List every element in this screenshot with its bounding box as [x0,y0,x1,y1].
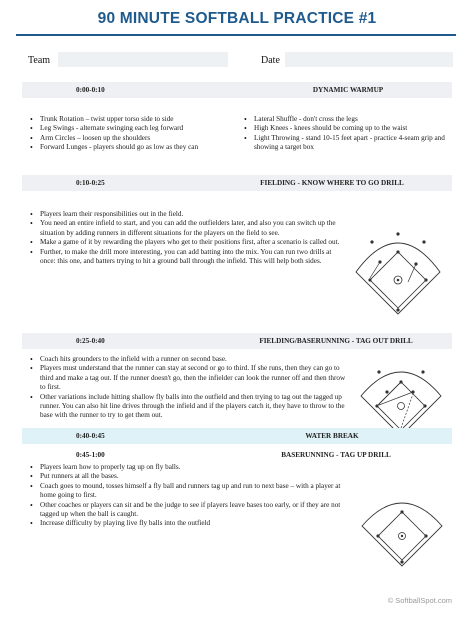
list-item: • Other variations include hitting shallow fly balls into the outfield and then trying to tag out the tagged up runner. You can also hit line drives through the infield and if the players catch it, they have to throw to the base with the runner to try to get them out. [28,393,346,421]
warmup-right-list [242,115,447,153]
list-item: • Coach goes to mound, tosses himself a fly ball and runners tag up and run to next base – with a player at home going to first. [28,482,350,501]
team-field[interactable] [58,52,228,67]
list-item: • Players learn how to properly tag up on fly balls. [28,463,350,472]
team-label: Team [28,55,51,66]
section-time: 0:45-1:00 [76,451,105,459]
field-diagram-fielding [350,220,446,318]
warmup-left-list [28,115,233,153]
section-time: 0:40-0:45 [76,432,105,440]
list-item: • Players must understand that the runner can stay at second or go to third. If she runs, then they can go to third and make a tag out. If the runner doesn't go, then the infielder can look the runner off and then throw to first. [28,364,346,392]
tag-up-list [28,463,350,529]
page-title: 90 MINUTE SOFTBALL PRACTICE #1 [97,10,377,27]
date-field[interactable] [285,52,453,67]
list-item: • Coach hits grounders to the infield with a runner on second base. [28,355,346,364]
list-item: • Light Throwing - stand 10-15 feet apart - practice 4-seam grip and showing a target box [242,134,447,153]
list-item: • Trunk Rotation – twist upper torso side to side [28,115,233,124]
tag-out-list [28,355,346,421]
list-item: • You need an entire infield to start, and you can add the outfielders later, and also you can switch up the situation by adding runners in different situations for the players on the field to see. [28,219,340,238]
title-divider [16,34,456,36]
footer-credit: © SoftballSpot.com [387,596,452,605]
section-header-tag-up [22,448,452,461]
section-header-fielding [22,175,452,191]
date-label: Date [261,55,280,66]
field-diagram-tag-out [355,352,447,440]
section-header-water-break [22,428,452,444]
field-diagram-tag-up [356,484,448,570]
section-title: FIELDING/BASERUNNING - TAG OUT DRILL [259,336,413,345]
section-title: BASERUNNING - TAG UP DRILL [281,450,391,459]
list-item: • Other coaches or players can sit and be the judge to see if players leave bases too early, or if they are not tagged up when the ball is caught. [28,501,350,520]
list-item: • Forward Lunges - players should go as low as they can [28,143,233,152]
fielding-list [28,210,340,266]
list-item: • Lateral Shuffle - don't cross the legs [242,115,447,124]
list-item: • Leg Swings - alternate swinging each leg forward [28,124,233,133]
list-item: • High Knees - knees should be coming up to the waist [242,124,447,133]
list-item: • Increase difficulty by playing live fly balls into the outfield [28,519,350,528]
list-item: • Put runners at all the bases. [28,472,350,481]
section-time: 0:00-0:10 [76,86,105,94]
section-title: DYNAMIC WARMUP [312,85,384,94]
list-item: • Further, to make the drill more interesting, you can add batting into the mix. You can run two drills at once: this one, and batters trying to hit a ground ball through the infield. This will help both sides. [28,248,340,267]
list-item: • Arm Circles – loosen up the shoulders [28,134,233,143]
section-header-tag-out [22,333,452,349]
list-item: • Make a game of it by rewarding the players who get to their positions first, after a scenario is called out. [28,238,340,247]
section-title: FIELDING - KNOW WHERE TO GO DRILL [260,178,404,187]
section-time: 0:10-0:25 [76,179,105,187]
section-title: WATER BREAK [305,431,359,440]
section-time: 0:25-0:40 [76,337,105,345]
section-header-warmup [22,82,452,98]
list-item: • Players learn their responsibilities out in the field. [28,210,340,219]
